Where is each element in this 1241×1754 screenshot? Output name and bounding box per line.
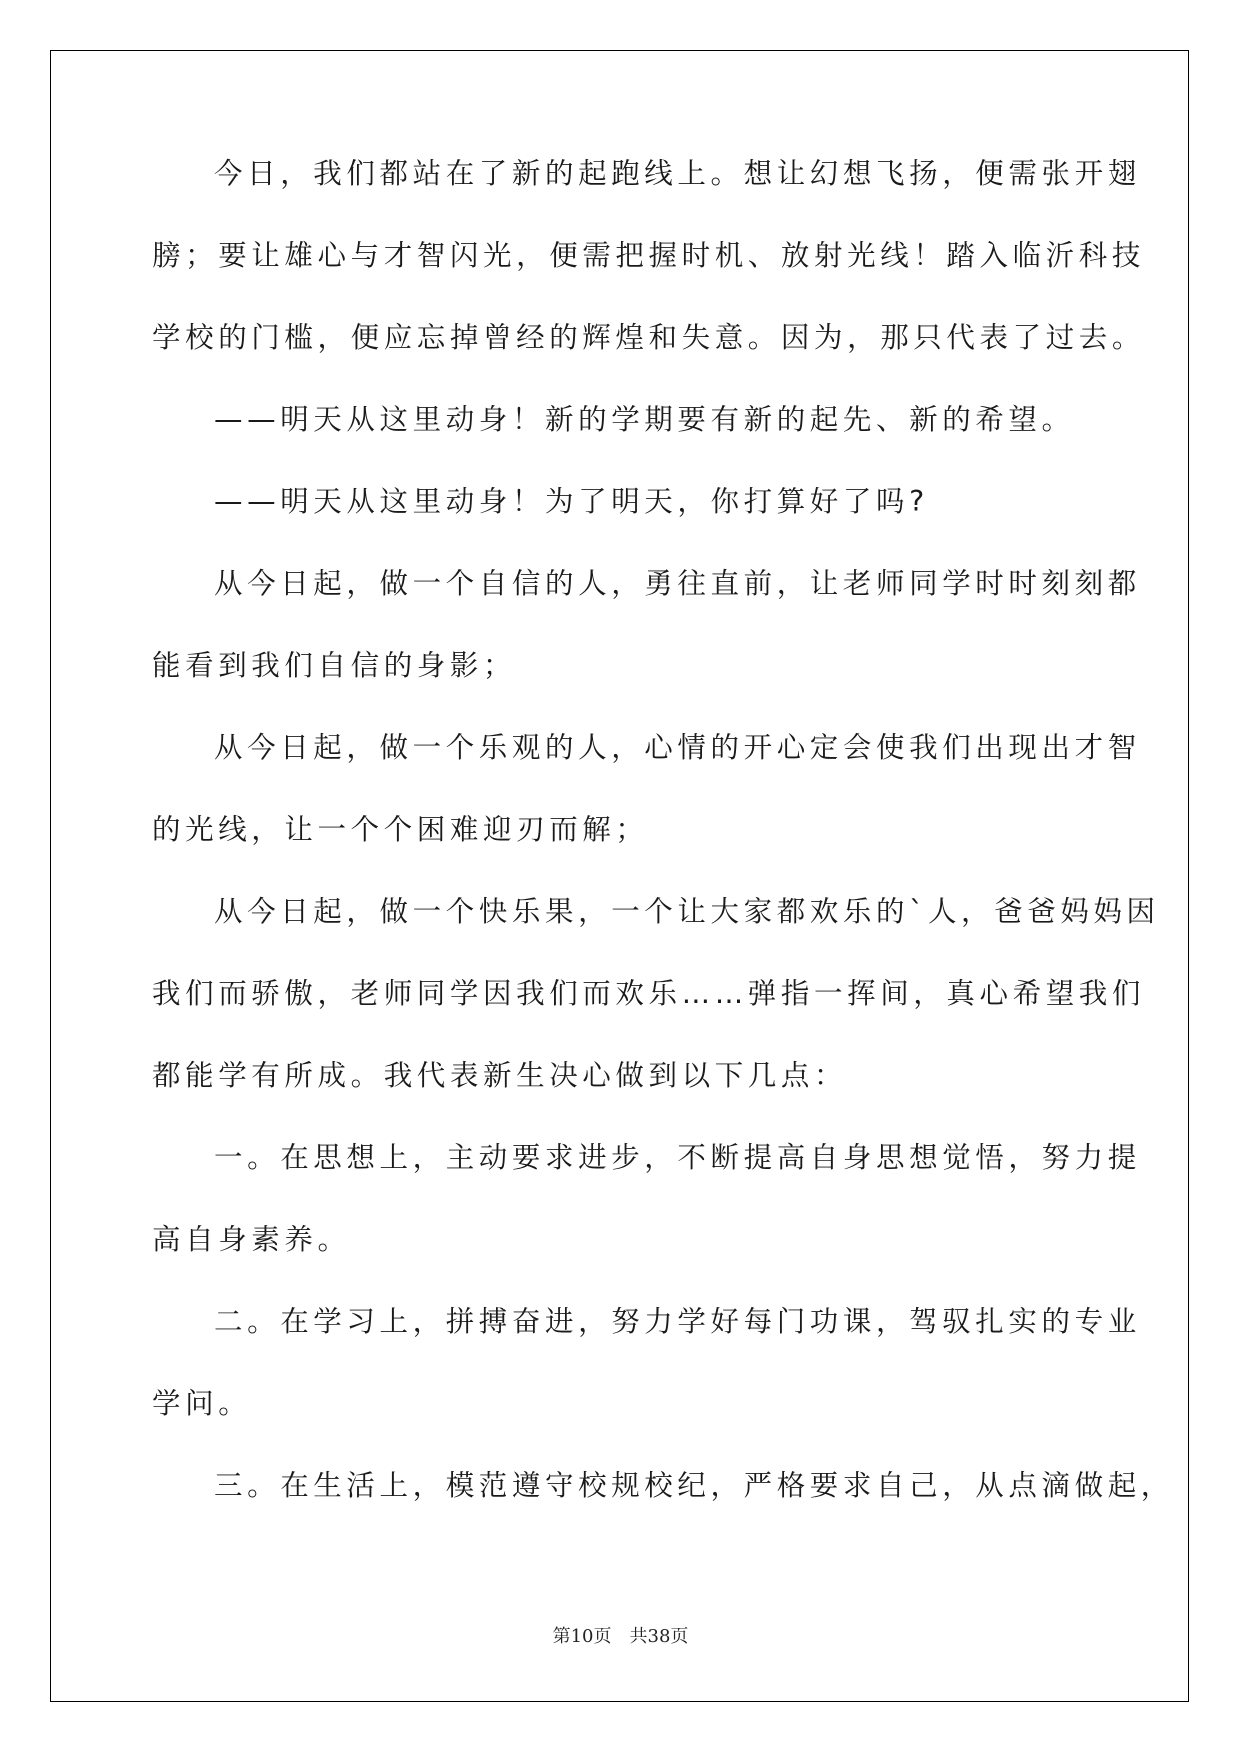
- page-border: [50, 50, 1189, 1702]
- paragraph-line: 膀；要让雄心与才智闪光，便需把握时机、放射光线！踏入临沂科技: [152, 239, 1146, 272]
- paragraph-line: 从今日起，做一个自信的人，勇往直前，让老师同学时时刻刻都: [214, 567, 1141, 600]
- paragraph-line: 从今日起，做一个乐观的人，心情的开心定会使我们出现出才智: [214, 731, 1141, 764]
- page-number: 第10页: [552, 1626, 612, 1647]
- paragraph-line: 从今日起，做一个快乐果，一个让大家都欢乐的`人，爸爸妈妈因: [214, 895, 1160, 928]
- paragraph-line: 学问。: [152, 1387, 252, 1420]
- paragraph-line: 能看到我们自信的身影；: [152, 649, 517, 682]
- paragraph-line: 都能学有所成。我代表新生决心做到以下几点：: [152, 1059, 848, 1092]
- paragraph-line: 的光线，让一个个困难迎刃而解；: [152, 813, 649, 846]
- paragraph-line: 高自身素养。: [152, 1223, 351, 1256]
- paragraph-line: 二。在学习上，拼搏奋进，努力学好每门功课，驾驭扎实的专业: [214, 1305, 1141, 1338]
- paragraph-line: 学校的门槛，便应忘掉曾经的辉煌和失意。因为，那只代表了过去。: [152, 321, 1146, 354]
- paragraph-line: 一。在思想上，主动要求进步，不断提高自身思想觉悟，努力提: [214, 1141, 1141, 1174]
- paragraph-line: 今日，我们都站在了新的起跑线上。想让幻想飞扬，便需张开翅: [214, 157, 1141, 190]
- page-total: 共38页: [629, 1626, 689, 1647]
- paragraph-line: ——明天从这里动身！新的学期要有新的起先、新的希望。: [214, 403, 1075, 436]
- paragraph-line: ——明天从这里动身！为了明天，你打算好了吗?: [214, 485, 929, 518]
- page-footer: [0, 1622, 1241, 1648]
- paragraph-line: 三。在生活上，模范遵守校规校纪，严格要求自己，从点滴做起，: [214, 1469, 1174, 1502]
- paragraph-line: 我们而骄傲，老师同学因我们而欢乐……弹指一挥间，真心希望我们: [152, 977, 1146, 1010]
